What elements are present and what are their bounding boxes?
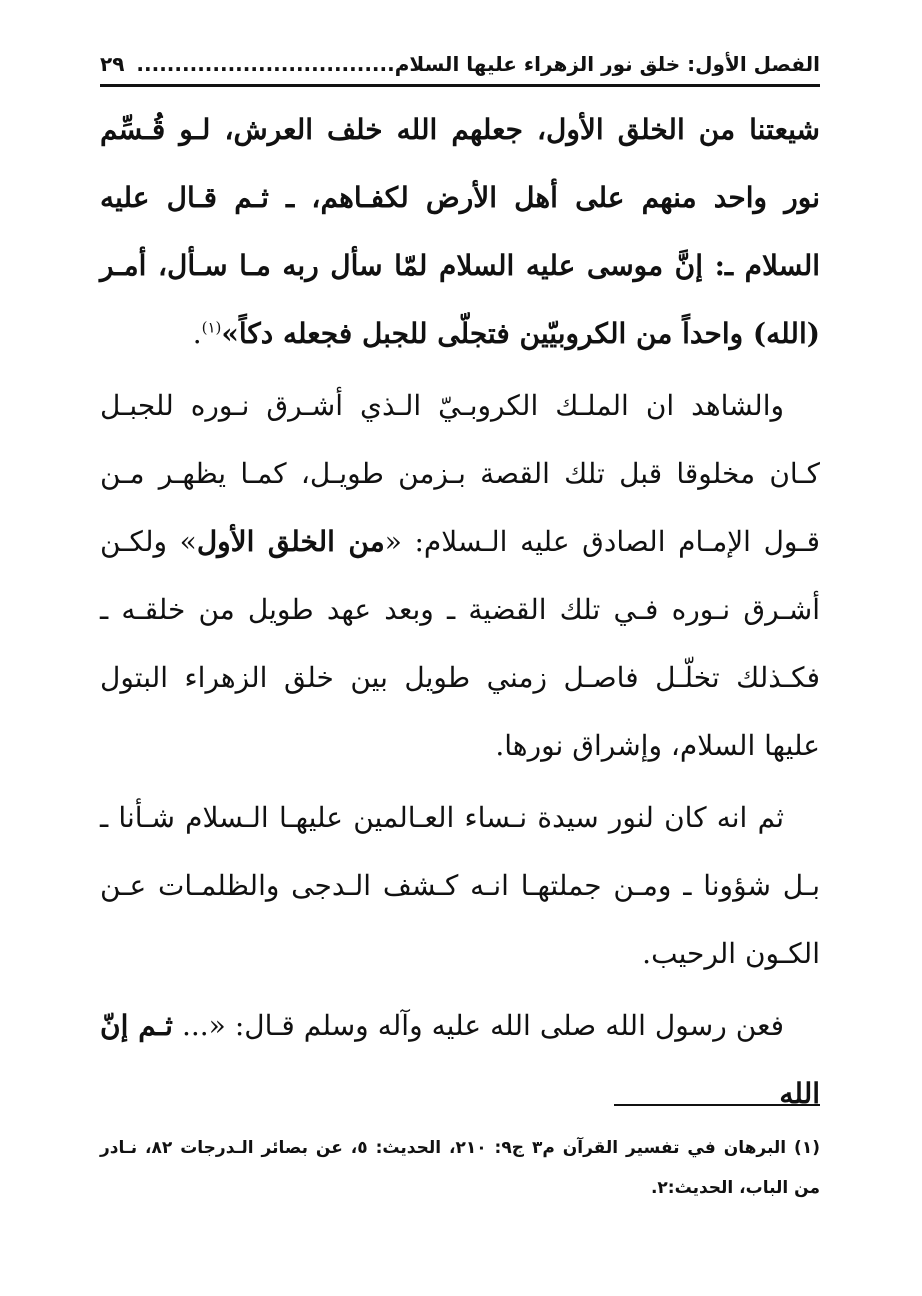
paragraph-text: ثم انه كان لنور سيدة نـساء العـالمين عليهـا الـسلام شـأنا ـ بـل شؤونا ـ ومـن جملتهـا انـه كـشف الـدجى والظلمـات عـن الكـون الرحيب. xyxy=(100,801,820,970)
emphasized-text: من الخلق الأول xyxy=(196,525,385,558)
paragraph-end: . xyxy=(192,317,202,350)
body-text xyxy=(100,96,820,1132)
footnote-marker: (١) xyxy=(201,318,222,337)
paragraph-2 xyxy=(100,372,820,780)
footnote-separator xyxy=(614,1104,820,1106)
paragraph-text: » ولكـن أشـرق نـوره فـي تلك القضية ـ وبعد عهد طويل من خلقـه ـ فكـذلك تخلّـل فاصـل زمني طويل بين خلق الزهراء البتول عليها السلام، وإشراق نورها. xyxy=(100,525,820,762)
paragraph-1 xyxy=(100,96,820,368)
leader-dots: .................................. xyxy=(136,52,395,76)
footnote-1: (١) البرهان في تفسير القرآن م٣ ج٩: ٢١٠، الحديث: ٥، عن بصائر الـدرجات ٨٢، نـادر من الباب، الحديث:٢. xyxy=(100,1138,820,1198)
emphasized-text: ثـم إنّ الله xyxy=(100,1009,820,1110)
chapter-title: الفصل الأول: خلق نور الزهراء عليها السلام xyxy=(394,52,820,76)
paragraph-text: والشاهد ان الملـك الكروبـيّ الـذي أشـرق نـوره للجبـل كـان مخلوقا قبل تلك القصة بـزمن طويـل، كمـا يظهـر مـن قـول الإمـام الصادق عليه الـسلام: « xyxy=(100,389,820,558)
footnotes xyxy=(100,1128,820,1212)
paragraph-text: فعن رسول الله صلى الله عليه وآله وسلم قـال: «... xyxy=(172,1009,784,1042)
running-title xyxy=(136,52,820,76)
quotation-text: شيعتنا من الخلق الأول، جعلهم الله خلف العرش، لـو قُـسِّم نور واحد منهم على أهل الأرض لكفـاهم، ـ ثـم قـال عليه السلام ـ: إنَّ موسى عليه السلام لمّا سأل ربه مـا سـأل، أمـر (الله) واحداً من الكروبيّين فتجلّى للجبل فجعله دكاً» xyxy=(100,113,820,350)
running-header xyxy=(100,44,820,87)
page-number: ٢٩ xyxy=(100,52,125,76)
paragraph-3 xyxy=(100,784,820,988)
paragraph-4 xyxy=(100,992,820,1128)
